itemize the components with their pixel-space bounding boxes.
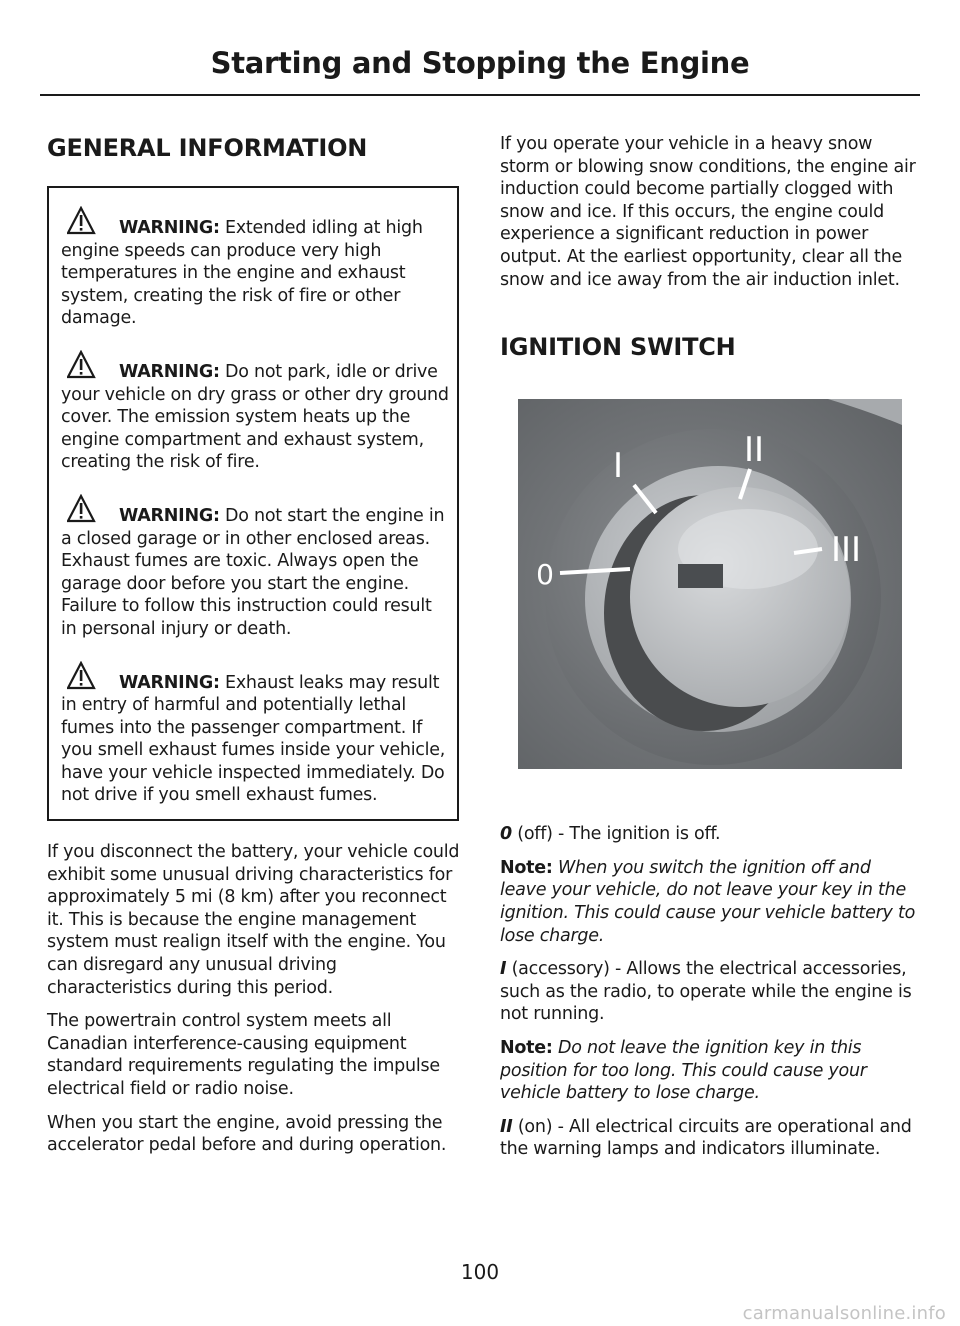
note-accessory	[500, 1037, 920, 1105]
warning-4	[61, 661, 449, 808]
watermark-text: carmanualsonline.info	[742, 1303, 946, 1324]
label-off: 0	[536, 558, 554, 592]
position-accessory-text: (accessory) - Allows the electrical accessories, such as the radio, to operate while the engine is not running.	[500, 959, 912, 1025]
page-header	[40, 40, 920, 96]
general-information-heading: GENERAL INFORMATION	[47, 134, 368, 162]
ignition-positions	[500, 823, 920, 1161]
warning-label: WARNING:	[119, 672, 220, 693]
powertrain-paragraph: The powertrain control system meets all Canadian interference-causing equipment standard requirements regulating the impulse electrical field or radio noise.	[47, 1011, 440, 1099]
warning-triangle-icon	[67, 661, 115, 691]
note-text: When you switch the ignition off and leave your vehicle, do not leave your key in the ignition. This could cause your vehicle battery to lose charge.	[500, 857, 916, 946]
warning-2	[61, 350, 449, 474]
position-accessory	[500, 958, 920, 1026]
warning-text: Do not park, idle or drive your vehicle on dry grass or other dry ground cover. The emission system heats up the engine compartment and exhaust system, creating the risk of fire.	[61, 361, 449, 473]
label-on: II	[743, 430, 765, 471]
warning-3	[61, 494, 449, 641]
right-column	[500, 133, 920, 1172]
label-start: III	[830, 530, 862, 571]
page-title: Starting and Stopping the Engine	[210, 46, 750, 80]
note-label: Note:	[500, 1037, 553, 1058]
warning-label: WARNING:	[119, 361, 220, 382]
ignition-switch-figure	[518, 399, 902, 769]
position-off-label: 0	[500, 824, 512, 845]
battery-paragraph: If you disconnect the battery, your vehicle could exhibit some unusual driving characteristics for approximately 5 mi (8 km) after you reconnect it. This is because the engine management system must realign itself with the engine. You can disregard any unusual driving characteristics during this period.	[47, 842, 460, 998]
page-number: 100	[460, 1260, 500, 1284]
warning-triangle-icon	[67, 494, 115, 524]
position-on	[500, 1116, 920, 1161]
snow-paragraph: If you operate your vehicle in a heavy snow storm or blowing snow conditions, the engine air induction could become partially clogged with snow and ice. If this occurs, the engine could experience a significant reduction in power output. At the earliest opportunity, clear all the snow and ice away from the air induction inlet.	[500, 134, 916, 290]
warning-text: Exhaust leaks may result in entry of harmful and potentially lethal fumes into the passenger compartment. If you smell exhaust fumes inside your vehicle, have your vehicle inspected immediately. Do not drive if you smell exhaust fumes.	[61, 672, 446, 806]
label-acc: I	[612, 446, 624, 487]
position-on-label: II	[500, 1116, 513, 1137]
warning-label: WARNING:	[119, 218, 220, 238]
note-off	[500, 857, 920, 947]
ignition-switch-heading: IGNITION SWITCH	[500, 333, 736, 362]
position-off	[500, 823, 920, 846]
position-off-text: (off) - The ignition is off.	[511, 824, 721, 845]
note-text: Do not leave the ignition key in this position for too long. This could cause your vehicle battery to lose charge.	[500, 1037, 867, 1104]
warning-triangle-icon	[67, 350, 115, 380]
accelerator-paragraph: When you start the engine, avoid pressing the accelerator pedal before and during operation.	[47, 1112, 447, 1156]
ignition-switch-illustration	[518, 399, 902, 769]
warning-box	[47, 186, 459, 821]
key-slot	[678, 564, 723, 588]
warning-text: Do not start the engine in a closed garage or in other enclosed areas. Exhaust fumes are toxic. Always open the garage door before you start the engine. Failure to follow this instruction could result in personal injury or death.	[61, 505, 445, 639]
left-column	[47, 128, 461, 1168]
position-on-text: (on) - All electrical circuits are operational and the warning lamps and indicators illuminate.	[500, 1116, 912, 1160]
note-label: Note:	[500, 857, 553, 878]
warning-1	[61, 206, 449, 330]
warning-text: Extended idling at high engine speeds can produce very high temperatures in the engine and exhaust system, creating the risk of fire or other damage.	[61, 218, 423, 329]
position-accessory-label: I	[500, 959, 507, 980]
warning-triangle-icon	[67, 206, 115, 236]
warning-label: WARNING:	[119, 505, 220, 526]
